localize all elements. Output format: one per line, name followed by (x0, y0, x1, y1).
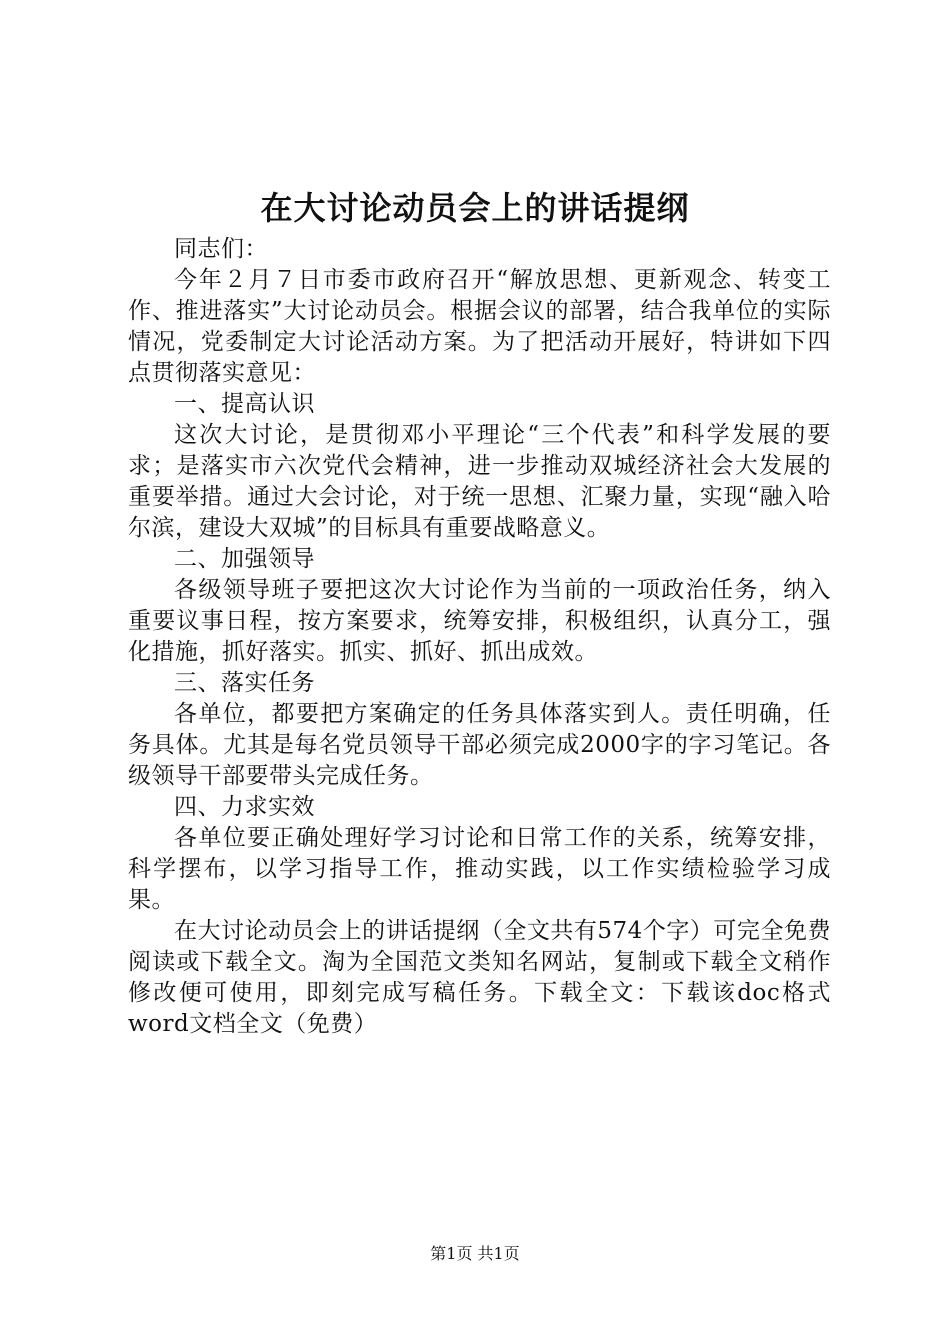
download-note-paragraph: 在大讨论动员会上的讲话提纲（全文共有574个字）可完全免费阅读或下载全文。淘为全国范文类知名网站，复制或下载全文稍作修改便可使用，即刻完成写稿任务。下载全文：下载该doc格式word文档全文（免费） (128, 918, 831, 1037)
document-body (128, 234, 831, 1040)
section-paragraph-4: 各单位要正确处理好学习讨论和日常工作的关系，统筹安排，科学摆布，以学习指导工作，推动实践，以工作实绩检验学习成果。 (128, 825, 831, 913)
document-title: 在大讨论动员会上的讲话提纲 (260, 189, 690, 227)
section-paragraph-2: 各级领导班子要把这次大讨论作为当前的一项政治任务，纳入重要议事日程，按方案要求，统筹安排，积极组织，认真分工，强化措施，抓好落实。抓实、抓好、抓出成效。 (128, 577, 831, 665)
section-heading-1: 一、提高认识 (174, 391, 315, 417)
section-paragraph-1: 这次大讨论，是贯彻邓小平理论“三个代表”和科学发展的要求；是落实市六次党代会精神，进一步推动双城经济社会大发展的重要举措。通过大会讨论，对于统一思想、汇聚力量，实现“融入哈尔滨，建设大双城”的目标具有重要战略意义。 (128, 422, 831, 541)
page-footer: 第1页 共1页 (430, 1244, 520, 1263)
section-heading-4: 四、力求实效 (174, 794, 315, 820)
section-paragraph-3: 各单位，都要把方案确定的任务具体落实到人。责任明确，任务具体。尤其是每名党员领导干部必须完成2000字的字习笔记。各级领导干部要带头完成任务。 (128, 701, 831, 789)
section-heading-3: 三、落实任务 (174, 670, 315, 696)
section-heading-2: 二、加强领导 (174, 546, 315, 572)
salutation: 同志们： (174, 236, 268, 262)
intro-paragraph: 今年２月７日市委市政府召开“解放思想、更新观念、转变工作、推进落实”大讨论动员会。根据会议的部署，结合我单位的实际情况，党委制定大讨论活动方案。为了把活动开展好，特讲如下四点贯彻落实意见： (128, 267, 831, 386)
